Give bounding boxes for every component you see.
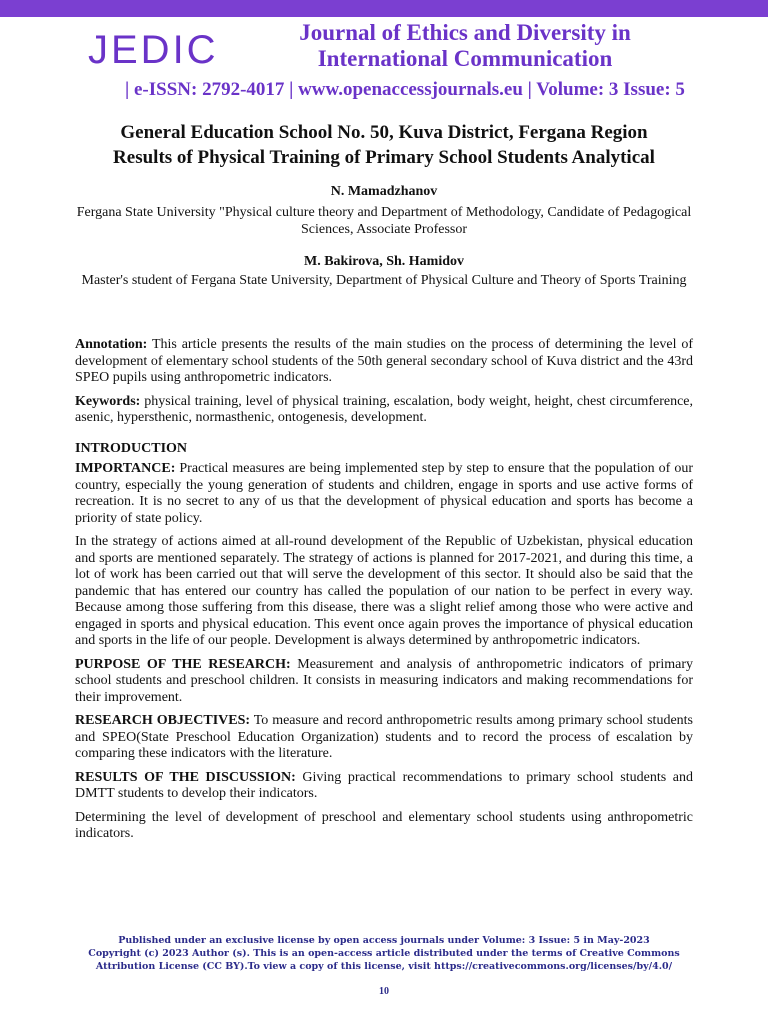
page-number: 10 xyxy=(379,986,389,997)
purpose-label: PURPOSE OF THE RESEARCH: xyxy=(75,656,291,672)
author-1: N. Mamadzhanov xyxy=(330,184,438,199)
author-2: M. Bakirova, Sh. Hamidov xyxy=(304,254,464,269)
importance-text: Practical measures are being implemented step by step to ensure that the population of our country, especially the young generation of students and children, engage in sports and use active forms of recreation. It is no secret to any of us that the development of physical education and sports has become a priority of state policy. xyxy=(75,461,693,526)
introduction-heading: INTRODUCTION xyxy=(75,440,188,456)
results-paragraph xyxy=(75,770,693,803)
importance-paragraph xyxy=(75,461,693,527)
journal-title: Journal of Ethics and Diversity in International Communication xyxy=(299,20,631,71)
keywords-paragraph xyxy=(75,394,693,427)
article-body xyxy=(75,337,693,850)
purpose-text: Measurement and analysis of anthropometric indicators of primary school students and preschool children. It consists in measuring indicators and making recommendations for their improvement. xyxy=(75,656,694,705)
annotation-text: This article presents the results of the main studies on the process of determining the level of development of elementary school students of the 50th general secondary school of Kuva district and the 43rd SPEO pupils using anthropometric indicators. xyxy=(75,337,694,385)
paper-title xyxy=(60,120,708,170)
issn-line: | e-ISSN: 2792-4017 | www.openaccessjournals.eu | Volume: 3 Issue: 5 xyxy=(125,79,685,100)
affiliation-1: Fergana State University "Physical culture theory and Department of Methodology, Candidate of Pedagogical Sciences, Associate Professor xyxy=(76,205,692,237)
journal-logo: JEDIC xyxy=(88,28,219,72)
objectives-paragraph xyxy=(75,713,693,763)
keywords-text: physical training, level of physical training, escalation, body weight, height, chest circumference, asenic, hypersthenic, normasthenic, ontogenesis, development. xyxy=(75,393,694,425)
importance-label: IMPORTANCE: xyxy=(75,461,176,476)
license-footer xyxy=(60,934,708,973)
strategy-paragraph: In the strategy of actions aimed at all-round development of the Republic of Uzbekistan, physical education and sports are mentioned separately. The strategy of actions is planned for 2017-2021, and during this time, a lot of work has been carried out that will serve the development of this sector. It should also be said that the pandemic that has entered our country has called the population of our nation to be perfect in every way. Because among those suffering from this disease, there was a slight relief among those who were active and engaged in sports and physical education. This event once again proves the importance of physical education and sports in the life of our people. Development is always determined by anthropometric indicators. xyxy=(75,534,693,648)
keywords-label: Keywords: xyxy=(75,393,141,409)
results-text: Giving practical recommendations to primary school students and DMTT students to develop their indicators. xyxy=(75,769,693,801)
footer-line-1: Published under an exclusive license by open access journals under Volume: 3 Issue: 5 in May-2023 xyxy=(118,935,650,946)
paper-title-line2: Results of Physical Training of Primary School Students Analytical xyxy=(113,147,655,168)
affiliation-2: Master's student of Fergana State University, Department of Physical Culture and Theory of Sports Training xyxy=(81,273,687,288)
purpose-paragraph xyxy=(75,657,693,707)
annotation-label: Annotation: xyxy=(75,337,148,352)
footer-line-2: Copyright (c) 2023 Author (s). This is an open-access article distributed under the terms of Creative Commons xyxy=(88,948,680,959)
top-color-bar xyxy=(0,0,768,17)
footer-line-3: Attribution License (CC BY).To view a copy of this license, visit https://creativecommons.org/licenses/by/4.0/ xyxy=(95,961,673,972)
results-label: RESULTS OF THE DISCUSSION: xyxy=(75,769,296,785)
annotation-paragraph xyxy=(75,337,693,387)
objectives-label: RESEARCH OBJECTIVES: xyxy=(75,713,251,728)
objectives-text: To measure and record anthropometric results among primary school students and SPEO(State Preschool Education Organization) students and to record the process of escalation by comparing these indicators with the literature. xyxy=(75,713,693,761)
paper-title-line1: General Education School No. 50, Kuva District, Fergana Region xyxy=(120,122,648,143)
determining-paragraph: Determining the level of development of preschool and elementary school students using anthropometric indicators. xyxy=(75,809,693,841)
